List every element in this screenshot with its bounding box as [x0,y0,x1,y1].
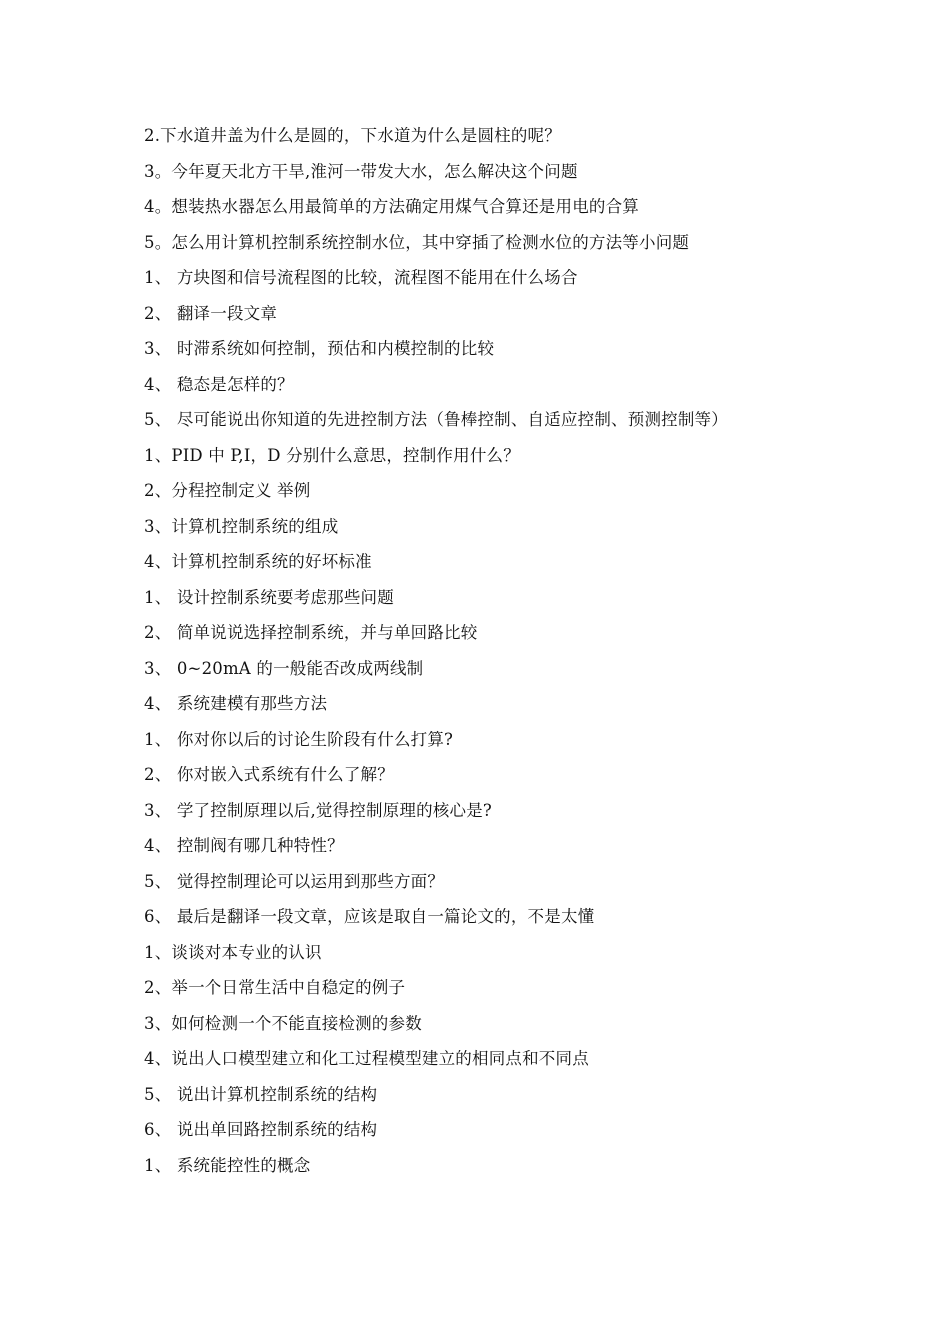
question-line: 5、 说出计算机控制系统的结构 [144,1084,378,1104]
question-line: 1、谈谈对本专业的认识 [144,942,322,962]
question-line: 3、如何检测一个不能直接检测的参数 [144,1013,422,1033]
question-line: 2、 你对嵌入式系统有什么了解？ [144,765,394,784]
question-line: 1、PID 中 P,I，D 分别什么意思，控制作用什么？ [144,445,520,465]
question-line: 6、 最后是翻译一段文章，应该是取自一篇论文的，不是太懂 [144,907,595,926]
question-line: 1、 系统能控性的概念 [144,1155,311,1175]
question-line: 3、 0~20mA 的一般能否改成两线制 [144,658,424,678]
question-line: 4、 系统建模有那些方法 [144,694,328,713]
question-line: 2.下水道井盖为什么是圆的，下水道为什么是圆柱的呢？ [144,126,561,145]
question-line: 3、 学了控制原理以后,觉得控制原理的核心是? [144,800,492,820]
question-line: 4、说出人口模型建立和化工过程模型建立的相同点和不同点 [144,1049,589,1068]
question-line: 4、 稳态是怎样的？ [144,374,294,394]
question-line: 5、 觉得控制理论可以运用到那些方面？ [144,871,445,891]
question-line: 4。想装热水器怎么用最简单的方法确定用煤气合算还是用电的合算 [144,197,639,216]
question-line: 2、 简单说说选择控制系统，并与单回路比较 [144,623,478,642]
question-line: 5。怎么用计算机控制系统控制水位，其中穿插了检测水位的方法等小问题 [144,232,690,252]
question-line: 3、计算机控制系统的组成 [144,516,339,536]
question-line: 3、 时滞系统如何控制，预估和内模控制的比较 [144,339,495,358]
question-line: 4、计算机控制系统的好坏标准 [144,552,372,571]
question-line: 1、 设计控制系统要考虑那些问题 [144,587,394,607]
question-line: 2、分程控制定义 举例 [144,481,311,500]
question-list [144,118,814,1183]
question-line: 1、 方块图和信号流程图的比较，流程图不能用在什么场合 [144,268,578,287]
question-line: 6、 说出单回路控制系统的结构 [144,1120,378,1139]
question-line: 2、 翻译一段文章 [144,303,278,323]
question-line: 4、 控制阀有哪几种特性？ [144,836,344,855]
question-line: 5、 尽可能说出你知道的先进控制方法（鲁棒控制、自适应控制、预测控制等） [144,410,728,429]
question-line: 3。今年夏天北方干旱,淮河一带发大水，怎么解决这个问题 [144,161,578,181]
question-line: 2、举一个日常生活中自稳定的例子 [144,978,406,997]
question-line: 1、 你对你以后的讨论生阶段有什么打算? [144,729,454,749]
